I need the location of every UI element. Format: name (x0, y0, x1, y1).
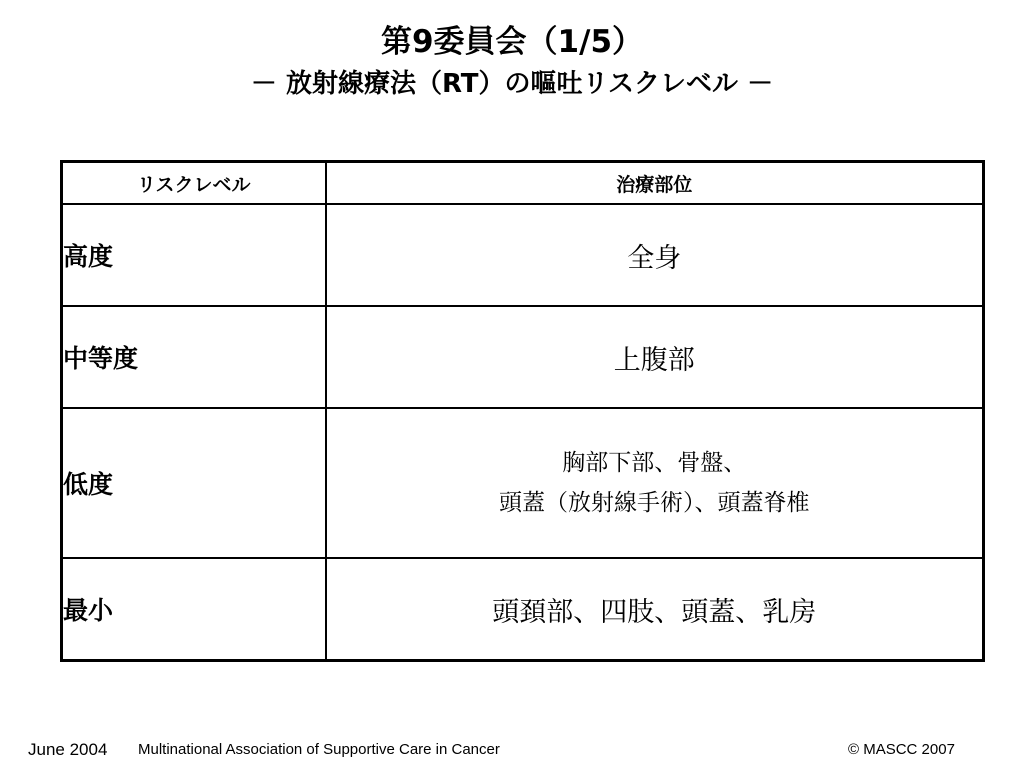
table-row (62, 306, 984, 408)
slide-title: 第9委員会（1/5） (380, 24, 644, 60)
slide-subtitle: － 放射線療法（RT）の嘔吐リスクレベル － (250, 69, 774, 99)
treatment-site-cell (326, 204, 984, 306)
footer-copyright: © MASCC 2007 (848, 741, 955, 758)
treatment-site-text: 胸部下部、骨盤、 (562, 450, 747, 476)
treatment-site-text: 全身 (627, 242, 682, 274)
risk-level-cell: 高度 (62, 204, 326, 306)
risk-level-cell: 中等度 (62, 306, 326, 408)
treatment-site-cell (326, 306, 984, 408)
header-treatment-site: 治療部位 (326, 162, 984, 205)
risk-level-cell: 最小 (62, 558, 326, 661)
treatment-site-text: 上腹部 (613, 344, 695, 376)
table-row (62, 408, 984, 558)
table-row (62, 204, 984, 306)
treatment-site-text: 頭頚部、四肢、頭蓋、乳房 (492, 596, 817, 628)
header-risk-level: リスクレベル (62, 162, 326, 205)
footer-organization: Multinational Association of Supportive Care in Cancer (138, 741, 500, 758)
treatment-site-cell (326, 408, 984, 558)
treatment-site-cell (326, 558, 984, 661)
treatment-site-text: 頭蓋（放射線手術）、頭蓋脊椎 (499, 490, 810, 516)
table-row (62, 558, 984, 661)
footer-date: June 2004 (28, 740, 108, 759)
risk-level-table (60, 160, 985, 662)
risk-level-cell: 低度 (62, 408, 326, 558)
table-header-row (62, 162, 984, 205)
